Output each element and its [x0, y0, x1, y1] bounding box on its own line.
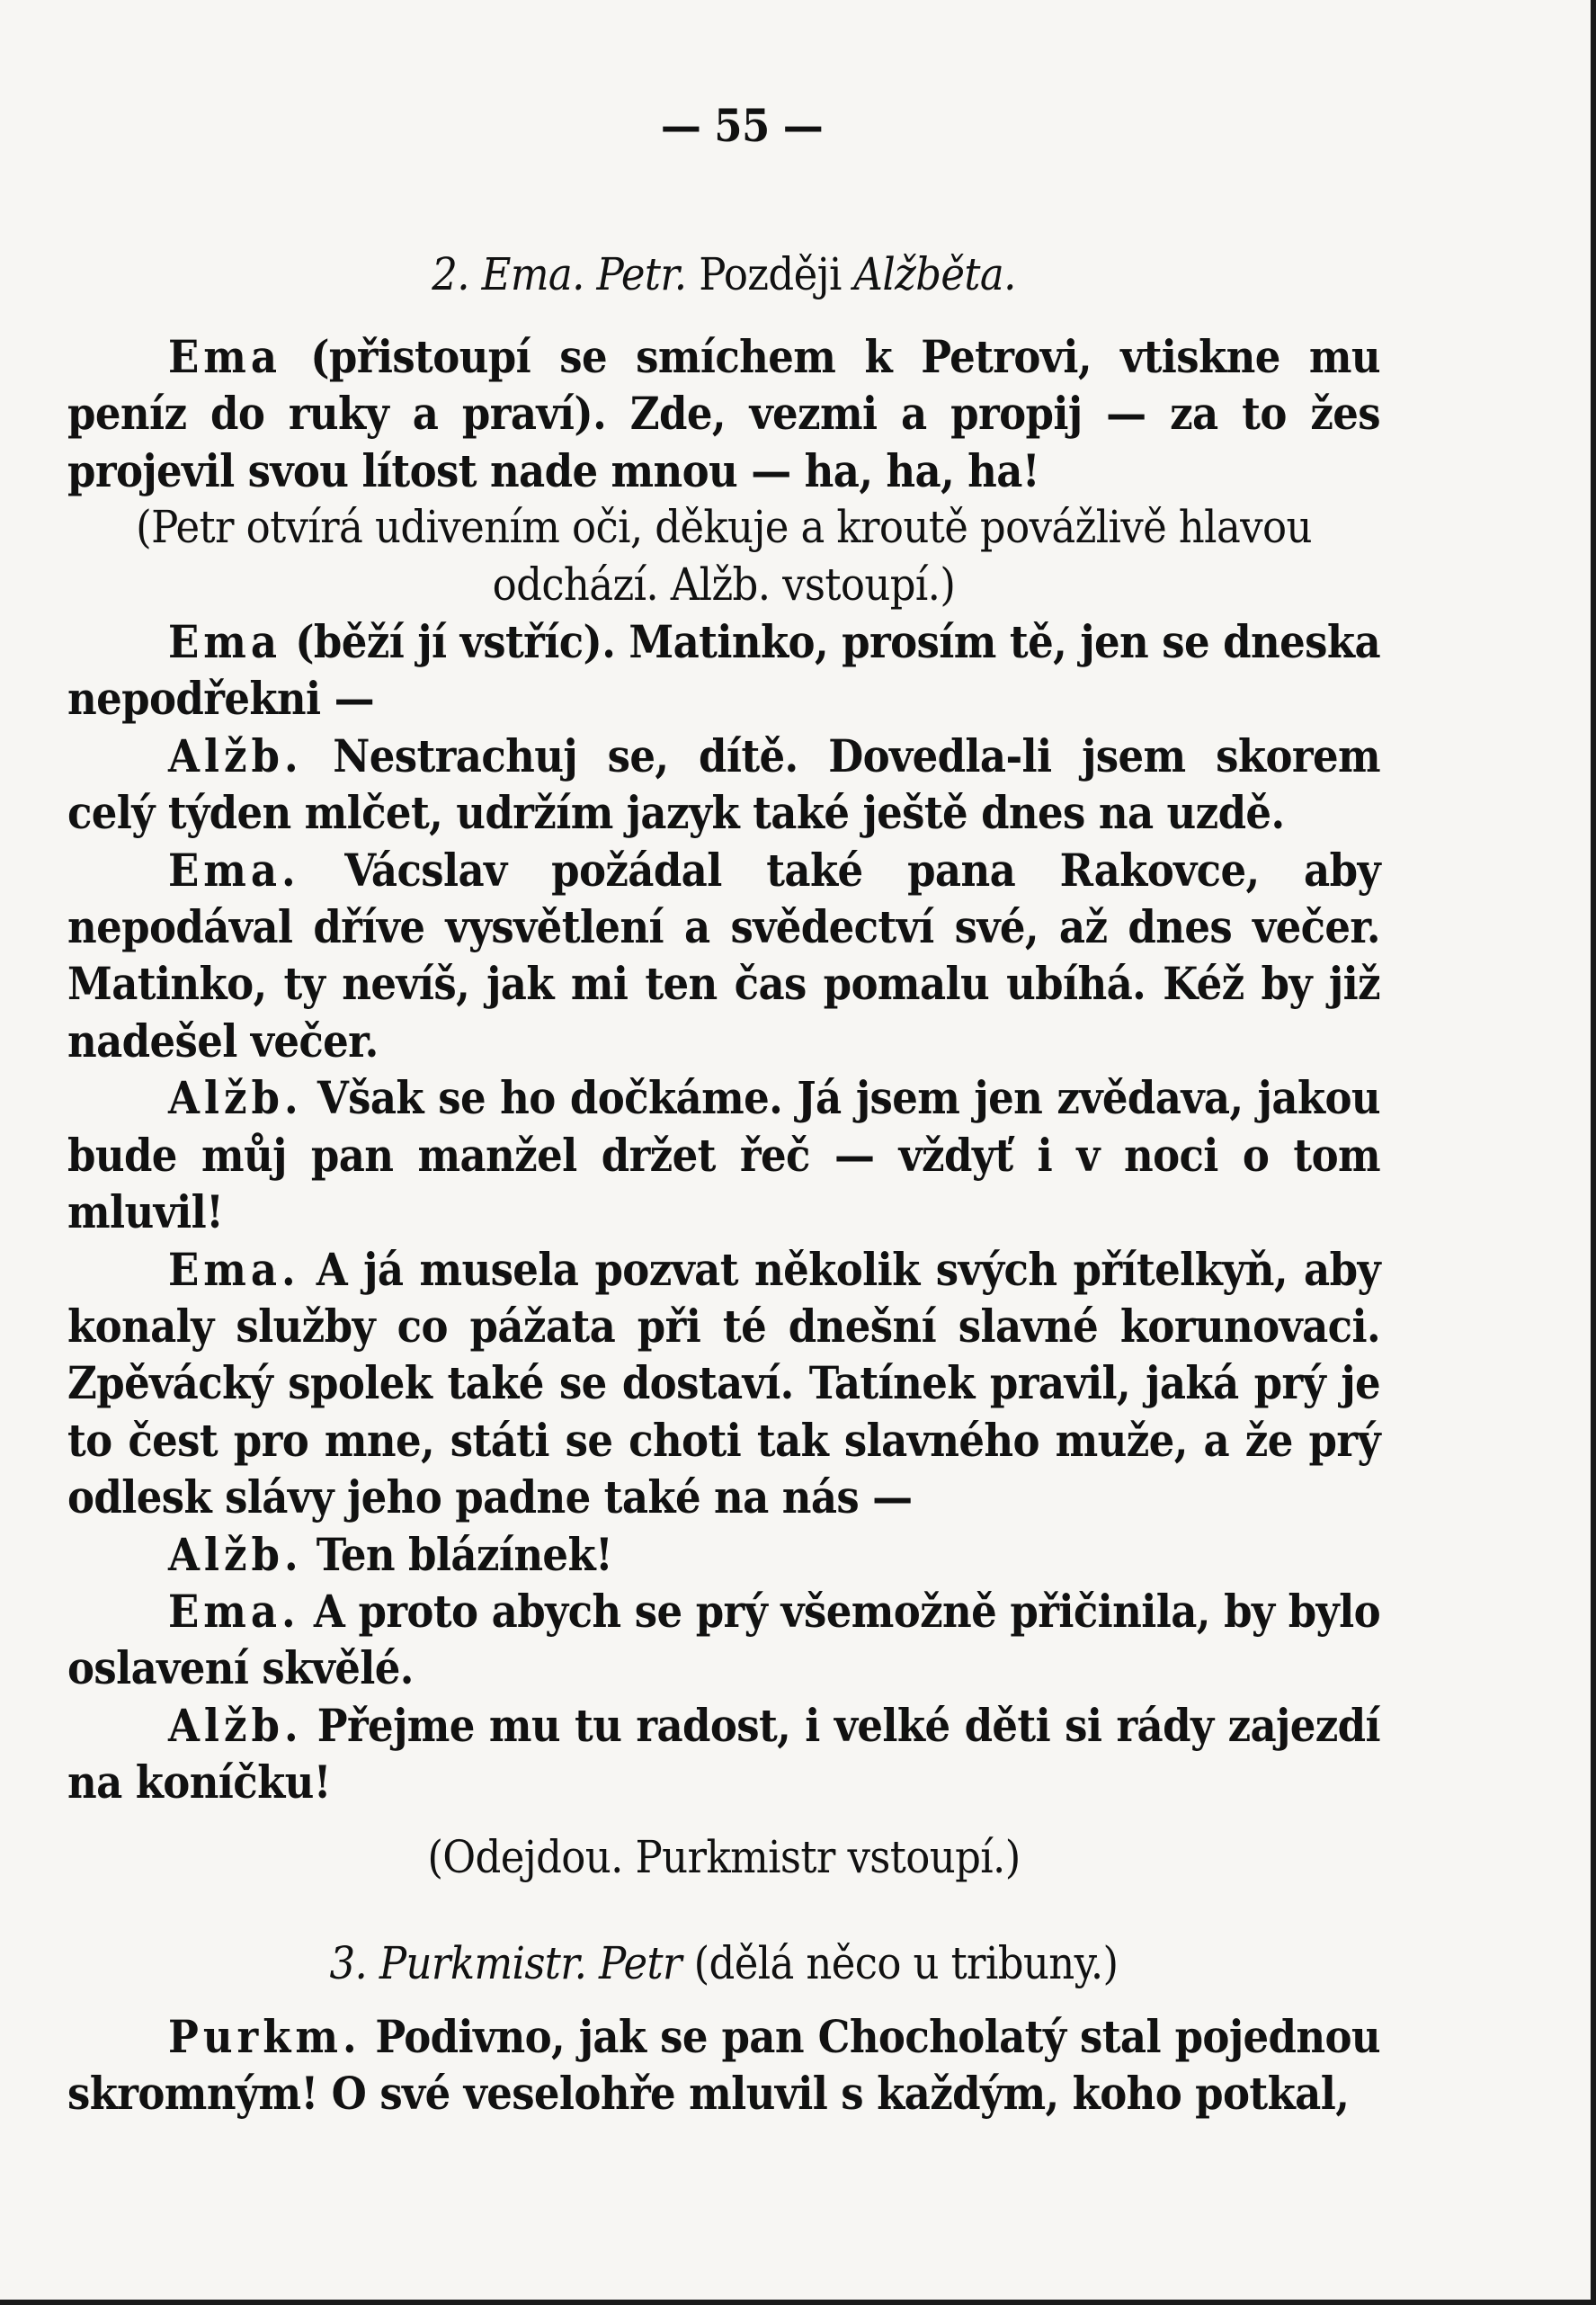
- speech-text: (běží jí vstříc). Matinko, prosím tě, jen se dneska nepodřekni —: [67, 615, 1380, 726]
- scene-number: 3.: [329, 1936, 368, 1989]
- speech-text: Však se ho dočkáme. Já jsem jen zvědava, jakou bude můj pan manžel držet řeč — vždyť i v noci o tom mluvil!: [67, 1071, 1380, 1239]
- speech-line: [67, 328, 1380, 499]
- speech-line: [67, 1526, 1380, 1583]
- speaker-name: Ema.: [168, 1584, 300, 1638]
- cast-name: Petr.: [596, 248, 687, 300]
- cast-note: (dělá něco u tribuny.): [693, 1936, 1119, 1989]
- cast-name: Purkmistr.: [379, 1936, 587, 1989]
- speech-line: [67, 2008, 1380, 2122]
- page-content: [67, 94, 1380, 2122]
- speaker-name: Alžb.: [168, 728, 303, 782]
- speaker-name: Alžb.: [168, 1071, 303, 1125]
- speech-text: A já musela pozvat několik svých přítelkyň, aby konaly služby co pážata při té dnešní slavné korunovaci. Zpěvácký spolek také se dostaví. Tatínek pravil, jaká prý je to čest pro mne, státi se choti tak slavného muže, a že prý odlesk slávy jeho padne také na nás —: [67, 1242, 1380, 1524]
- scene-number: 2.: [432, 248, 469, 300]
- scene-heading-3: [67, 1927, 1380, 2008]
- cast-name: Ema.: [481, 248, 584, 300]
- speaker-name: Ema: [168, 615, 282, 669]
- page-number: — 55 —: [660, 99, 824, 152]
- speech-text: Nestrachuj se, dítě. Dovedla-li jsem skorem celý týden mlčet, udržím jazyk také ještě dnes na uzdě.: [67, 728, 1380, 840]
- speaker-name: Purkm.: [168, 2009, 361, 2063]
- speech-line: [67, 1697, 1380, 1811]
- speech-line: [67, 1583, 1380, 1697]
- scene-heading-2: [67, 238, 1380, 328]
- speaker-name: Ema: [168, 330, 282, 383]
- speech-line: [67, 1241, 1380, 1526]
- speaker-name: Ema.: [168, 1242, 300, 1296]
- stage-direction: (Odejdou. Purkmistr vstoupí.): [427, 1830, 1021, 1883]
- speech-text: Podivno, jak se pan Chocholatý stal pojednou skromným! O své veselohře mluvil s každým, koho potkal,: [67, 2009, 1380, 2121]
- cast-name: Alžběta.: [853, 248, 1016, 300]
- speech-line: [67, 842, 1380, 1070]
- speech-line: [67, 613, 1380, 728]
- speaker-name: Alžb.: [168, 1527, 303, 1581]
- cast-name: Petr: [599, 1936, 682, 1989]
- stage-direction: (Petr otvírá udivením oči, děkuje a kroutě povážlivě hlavou odchází. Alžb. vstoupí.): [136, 501, 1312, 611]
- speaker-name: Ema.: [168, 843, 300, 897]
- speech-text: Vácslav požádal také pana Rakovce, aby nepodával dříve vysvětlení a svědectví své, až dnes večer. Matinko, ty nevíš, jak mi ten čas pomalu ubíhá. Kéž by již nadešel večer.: [67, 843, 1380, 1068]
- speaker-name: Alžb.: [168, 1698, 303, 1752]
- speech-text: Ten blázínek!: [302, 1527, 613, 1581]
- speech-text: (přistoupí se smíchem k Petrovi, vtiskne mu peníz do ruky a praví). Zde, vezmi a propij — za to žes projevil svou lítost nade mnou — ha, ha, ha!: [67, 330, 1380, 497]
- speech-line: [67, 728, 1380, 842]
- speech-line: [67, 1069, 1380, 1240]
- speech-text: Přejme mu tu radost, i velké děti si rády zajezdí na koníčku!: [67, 1698, 1380, 1809]
- cast-note: Později: [699, 248, 842, 300]
- speech-text: A proto abych se prý všemožně přičinila, by bylo oslavení skvělé.: [67, 1584, 1380, 1695]
